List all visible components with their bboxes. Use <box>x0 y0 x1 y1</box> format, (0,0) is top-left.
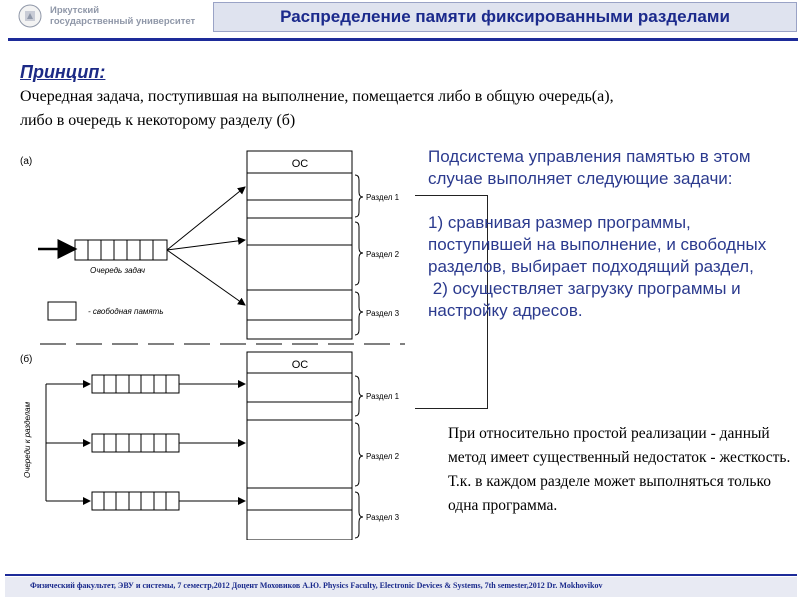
label-a: (а) <box>20 156 33 167</box>
partition-1-label-a: Раздел 1 <box>366 193 400 202</box>
queues-to-partitions-caption: Очереди к разделам <box>23 401 32 478</box>
task-1: 1) сравнивая размер программы, поступившей на выполнение, и свободных разделов, выбирает подходящий раздел, <box>428 213 767 276</box>
memory-column-a <box>247 151 352 339</box>
subsystem-intro: Подсистема управления памятью в этом случае выполняет следующие задачи: <box>428 147 751 188</box>
queue-caption: Очередь задач <box>90 266 146 275</box>
task-2: 2) осуществляет загрузку программы и настройку адресов. <box>428 279 746 320</box>
memory-column-b <box>247 352 352 540</box>
free-memory-legend-box <box>48 302 76 320</box>
label-b: (б) <box>20 354 33 365</box>
partition-braces-b <box>355 376 363 538</box>
university-name <box>50 5 195 27</box>
partition-3-label-b: Раздел 3 <box>366 513 400 522</box>
principle-heading: Принцип: <box>20 62 106 82</box>
slide-title-box <box>213 2 797 32</box>
footer-text: Физический факультет, ЭВУ и системы, 7 семестр,2012 Доцент Моховиков А.Ю. Physics Faculty, Electronic Devices & Systems, 7th semester,2012 Dr. Mokhovikov <box>30 581 603 590</box>
partition-2-label-a: Раздел 2 <box>366 250 400 259</box>
free-memory-caption: - свободная память <box>88 307 164 316</box>
os-label-a: ОС <box>291 158 309 170</box>
university-seal-icon <box>18 4 42 28</box>
partition-queue-arrows <box>179 384 245 501</box>
drawback-text: При относительно простой реализации - данный метод имеет существенный недостаток - жесткость. Т.к. в каждом разделе может выполняться только одна программа. <box>448 425 791 514</box>
university-logo <box>8 2 208 32</box>
partition-2-label-b: Раздел 2 <box>366 452 400 461</box>
queue-feed-lines <box>46 384 90 501</box>
partition-queue-1 <box>92 375 179 393</box>
queue-to-partition-arrows <box>167 187 245 305</box>
partition-queue-3 <box>92 492 179 510</box>
slide-header <box>0 0 800 46</box>
principle-text <box>20 85 790 133</box>
subsystem-tasks-text <box>428 146 793 322</box>
slide-title: Распределение памяти фиксированными разделами <box>280 7 730 26</box>
principle-line-1: Очередная задача, поступившая на выполнение, помещается либо в общую очередь(а), <box>20 88 614 105</box>
os-label-b: ОС <box>291 359 309 371</box>
principle-line-2: либо в очередь к некоторому разделу (б) <box>20 112 296 129</box>
footer-divider <box>5 574 797 576</box>
partition-1-label-b: Раздел 1 <box>366 392 400 401</box>
university-name-line2: государственный университет <box>50 16 196 27</box>
common-queue <box>75 240 167 260</box>
partition-queue-2 <box>92 434 179 452</box>
partition-3-label-a: Раздел 3 <box>366 309 400 318</box>
memory-partition-diagram <box>0 140 415 540</box>
university-name-line1: Иркутский <box>50 5 100 16</box>
header-divider <box>8 38 798 41</box>
partition-braces-a <box>355 175 363 335</box>
